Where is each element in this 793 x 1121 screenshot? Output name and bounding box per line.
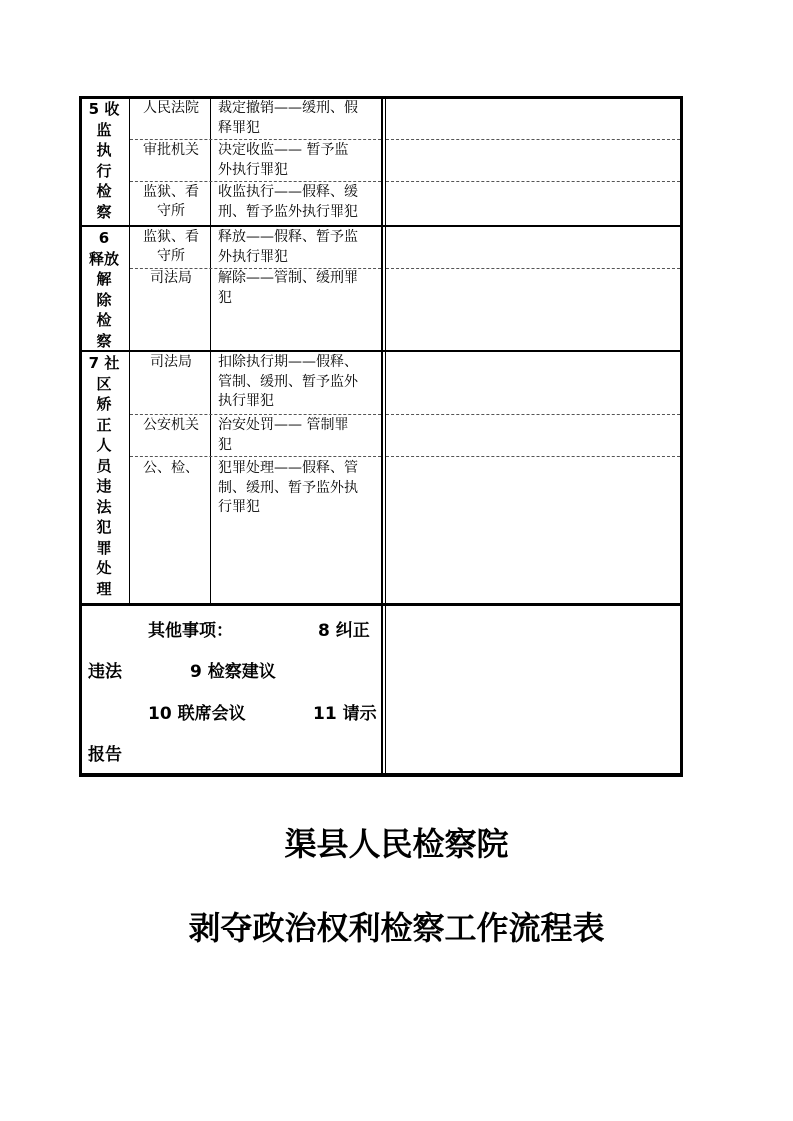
organization-title: 渠县人民检察院 xyxy=(284,825,509,863)
row-separator xyxy=(130,139,381,140)
description-cell: 裁定撤销——缓刑、假 释罪犯 xyxy=(218,100,358,136)
other-item-11: 11 请示 xyxy=(313,704,377,724)
row-separator xyxy=(386,268,680,269)
organ-cell: 监狱、看 守所 xyxy=(143,229,199,264)
organ-cell: 公安机关 xyxy=(143,417,199,433)
other-item-8-cont: 违法 xyxy=(88,662,122,682)
other-items-label: 其他事项： xyxy=(148,621,233,641)
row-separator xyxy=(386,139,680,140)
right-column-divider xyxy=(381,96,383,777)
organ-cell: 公、检、 xyxy=(143,460,199,476)
table-right-border xyxy=(680,96,683,777)
document-title: 剥夺政治权利检察工作流程表 xyxy=(188,909,605,947)
description-cell: 扣除执行期——假释、 管制、缓刑、暂予监外 执行罪犯 xyxy=(218,354,358,409)
description-cell: 解除——管制、缓刑罪 犯 xyxy=(218,270,358,306)
organ-cell: 司法局 xyxy=(150,354,192,370)
section-separator xyxy=(79,225,683,227)
row-separator xyxy=(130,181,381,182)
section-separator xyxy=(79,603,683,606)
row-separator xyxy=(130,456,381,457)
table-left-border xyxy=(79,96,82,777)
description-cell: 治安处罚—— 管制罪 犯 xyxy=(218,417,349,453)
organ-cell: 监狱、看 守所 xyxy=(143,184,199,219)
organ-cell: 审批机关 xyxy=(143,142,199,158)
organ-cell: 人民法院 xyxy=(143,100,199,116)
other-item-11-cont: 报告 xyxy=(88,745,122,765)
category-label-5: 5 收 监 执 行 检 察 xyxy=(88,100,120,221)
row-separator xyxy=(386,456,680,457)
row-separator xyxy=(386,181,680,182)
section-separator xyxy=(79,350,683,352)
description-cell: 犯罪处理——假释、管 制、缓刑、暂予监外执 行罪犯 xyxy=(218,460,358,515)
category-label-6: 6 释放 解 除 检 察 xyxy=(88,229,119,350)
other-item-9: 9 检察建议 xyxy=(190,662,276,682)
description-cell: 释放——假释、暂予监 外执行罪犯 xyxy=(218,229,358,265)
right-column-divider-inner xyxy=(385,96,386,777)
row-separator xyxy=(386,414,680,415)
row-separator xyxy=(130,414,381,415)
description-cell: 收监执行——假释、缓 刑、暂予监外执行罪犯 xyxy=(218,184,358,220)
other-item-10: 10 联席会议 xyxy=(148,704,246,724)
organ-cell: 司法局 xyxy=(150,270,192,286)
description-cell: 决定收监—— 暂予监 外执行罪犯 xyxy=(218,142,349,178)
other-item-8: 8 纠正 xyxy=(318,621,370,641)
category-label-7: 7 社 区 矫 正 人 员 违 法 犯 罪 处 理 xyxy=(88,354,120,598)
